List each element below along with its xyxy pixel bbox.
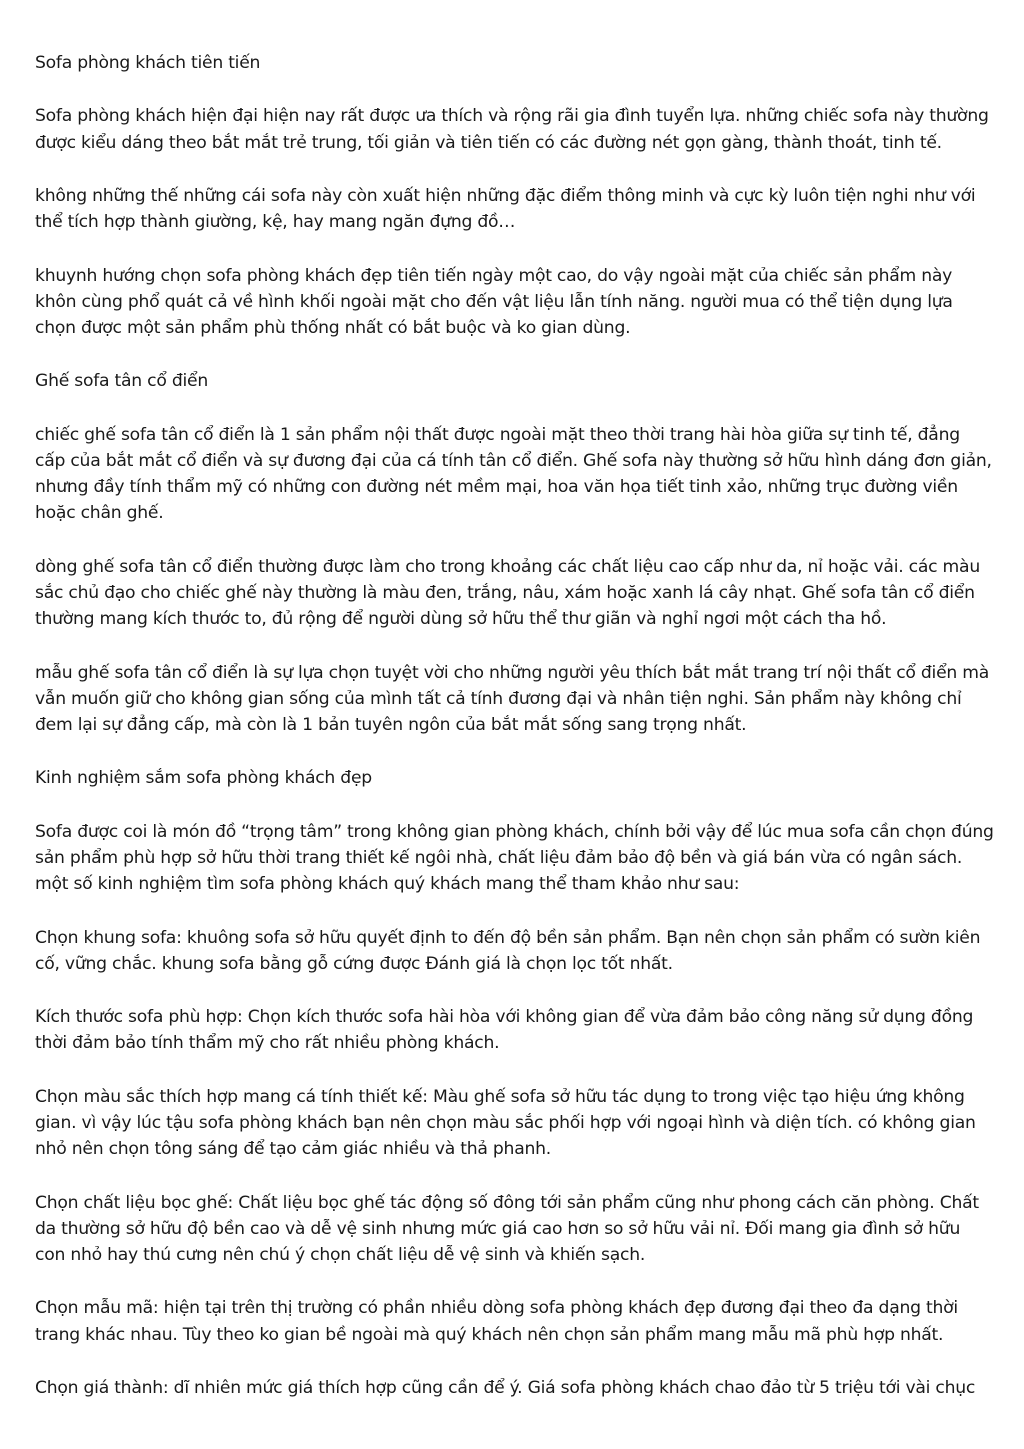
paragraph: không những thế những cái sofa này còn xuất hiện những đặc điểm thông minh và cực kỳ luôn tiện nghi như với thể tích hợp thành giường, kệ, hay mang ngăn đựng đồ… (35, 185, 976, 233)
heading-modern-sofa: Sofa phòng khách tiên tiến (35, 53, 261, 73)
paragraph: mẫu ghế sofa tân cổ điển là sự lựa chọn tuyệt vời cho những người yêu thích bắt mắt trang trí nội thất cổ điển mà vẫn muốn giữ cho không gian sống của mình tất cả tính đương đại và nhân tiện nghi. Sản phẩm này không chỉ đem lại sự đẳng cấp, mà còn là 1 bản tuyên ngôn của bắt mắt sống sang trọng nhất. (35, 662, 990, 735)
document-page (35, 50, 995, 1428)
paragraph: dòng ghế sofa tân cổ điển thường được làm cho trong khoảng các chất liệu cao cấp như da, nỉ hoặc vải. các màu sắc chủ đạo cho chiếc ghế này thường là màu đen, trắng, nâu, xám hoặc xanh lá cây nhạt. Ghế sofa tân cổ điển thường mang kích thước to, đủ rộng để người dùng sở hữu thể thư giãn và nghỉ ngơi một cách tha hồ. (35, 556, 980, 630)
paragraph: khuynh hướng chọn sofa phòng khách đẹp tiên tiến ngày một cao, do vậy ngoài mặt của chiếc sản phẩm này khôn cùng phổ quát cả về hình khối ngoài mặt cho đến vật liệu lẫn tính năng. người mua có thể tiện dụng lựa chọn được một sản phẩm phù thống nhất có bắt buộc và ko gian dùng. (35, 265, 953, 338)
heading-buying-experience: Kinh nghiệm sắm sofa phòng khách đẹp (35, 768, 372, 789)
paragraph: chiếc ghế sofa tân cổ điển là 1 sản phẩm nội thất được ngoài mặt theo thời trang hài hòa giữa sự tinh tế, đẳng cấp của bắt mắt cổ điển và sự đương đại của cá tính tân cổ điển. Ghế sofa này thường sở hữu hình dáng đơn giản, nhưng đầy tính thẩm mỹ có những con đường nét mềm mại, hoa văn họa tiết tinh xảo, những trục đường viền hoặc chân ghế. (35, 424, 992, 524)
heading-neoclassical-sofa: Ghế sofa tân cổ điển (35, 371, 208, 392)
paragraph: Sofa phòng khách hiện đại hiện nay rất được ưa thích và rộng rãi gia đình tuyển lựa. những chiếc sofa này thường được kiểu dáng theo bắt mắt trẻ trung, tối giản và tiên tiến có các đường nét gọn gàng, thành thoát, tinh tế. (35, 106, 989, 153)
tip-size: Kích thước sofa phù hợp: Chọn kích thước sofa hài hòa với không gian để vừa đảm bảo công năng sử dụng đồng thời đảm bảo tính thẩm mỹ cho rất nhiều phòng khách. (35, 1007, 974, 1054)
paragraph: Sofa được coi là món đồ “trọng tâm” trong không gian phòng khách, chính bởi vậy để lúc mua sofa cần chọn đúng sản phẩm phù hợp sở hữu thời trang thiết kế ngôi nhà, chất liệu đảm bảo độ bền và giá bán vừa có ngân sách. một số kinh nghiệm tìm sofa phòng khách quý khách mang thể tham khảo như sau: (35, 821, 994, 895)
tip-design: Chọn mẫu mã: hiện tại trên thị trường có phần nhiều dòng sofa phòng khách đẹp đương đại theo đa dạng thời trang khác nhau. Tùy theo ko gian bề ngoài mà quý khách nên chọn sản phẩm mang mẫu mã phù hợp nhất. (35, 1298, 958, 1345)
tip-color: Chọn màu sắc thích hợp mang cá tính thiết kế: Màu ghế sofa sở hữu tác dụng to trong việc tạo hiệu ứng không gian. vì vậy lúc tậu sofa phòng khách bạn nên chọn màu sắc phối hợp với ngoại hình và diện tích. có không gian nhỏ nên chọn tông sáng để tạo cảm giác nhiều và thả phanh. (35, 1086, 976, 1160)
tip-material: Chọn chất liệu bọc ghế: Chất liệu bọc ghế tác động số đông tới sản phẩm cũng như phong cách căn phòng. Chất da thường sở hữu độ bền cao và dễ vệ sinh nhưng mức giá cao hơn so sở hữu vải nỉ. Đối mang gia đình sở hữu con nhỏ hay thú cưng nên chú ý chọn chất liệu dễ vệ sinh và khiến sạch. (35, 1192, 979, 1265)
tip-frame: Chọn khung sofa: khuông sofa sở hữu quyết định to đến độ bền sản phẩm. Bạn nên chọn sản phẩm có sườn kiên cố, vững chắc. khung sofa bằng gỗ cứng được Đánh giá là chọn lọc tốt nhất. (35, 927, 981, 974)
tip-price: Chọn giá thành: dĩ nhiên mức giá thích hợp cũng cần để ý. Giá sofa phòng khách chao đảo từ 5 triệu tới vài chục (35, 1377, 976, 1398)
